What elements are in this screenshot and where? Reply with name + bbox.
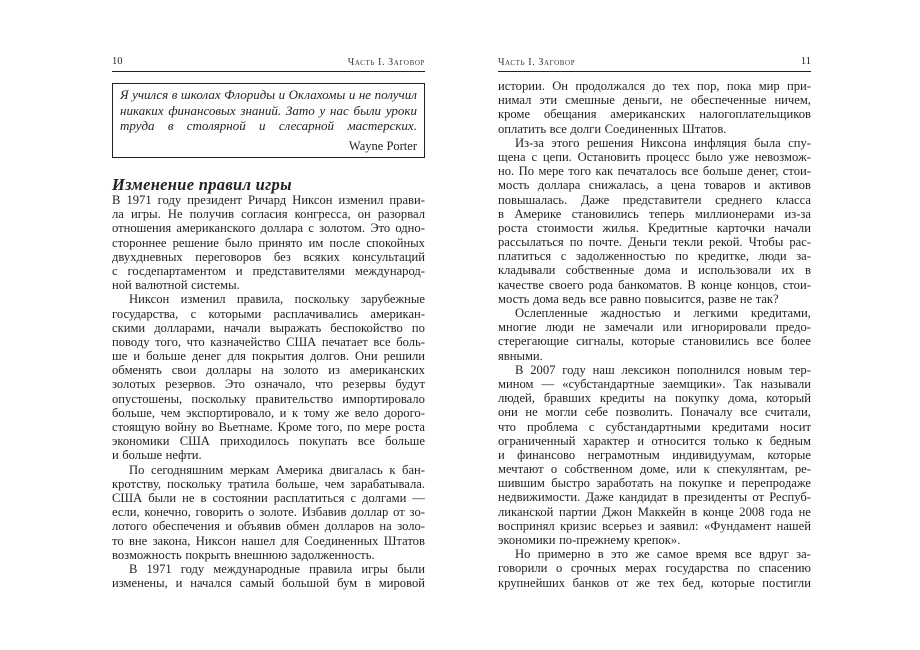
text-line: если, конечно, говорить о золоте. Избавив доллар от зо- [112,505,425,520]
text-line: говорили о срочных мерах государства по спасению [498,561,811,576]
text-line: мином — «субстандартные заемщики». Так называли [498,376,811,391]
text-line: США были не в состоянии расплатиться с долгами — [112,490,425,505]
text-line: что проблема с субстандартными кредитами носит [498,419,811,434]
text-line: ла игры. Не получив согласия конгресса, он разорвал [112,207,425,222]
body-text [112,193,425,590]
page-number: 10 [112,56,123,67]
text-line: государства, с которыми расплачивались американ- [112,306,425,321]
text-line: рассылаться по почте. Деньги текли рекой. Чтобы рас- [498,235,811,250]
text-line: В 1971 году международные правила игры были [129,561,425,576]
text-line: лотого обеспечения и объявив обмен долларов на золо- [112,519,425,534]
text-line: в Америке становились теперь миллионерами из-за [498,206,811,221]
running-header [498,55,811,72]
section-heading: Изменение правил игры [112,175,292,194]
text-line: ограниченный характер и относится только к бедным [498,433,811,448]
text-line: оплатить все долги Соединенных Штатов. [498,121,727,136]
text-line: Никсон изменил правила, поскольку зарубежные [129,292,425,307]
text-line: воспринял кризис всерьез и заявил: «Фундамент нашей [498,518,811,533]
text-line: недвижимости. Даже кандидат в президенты от Респуб- [498,490,811,505]
text-line: они не могли себе позволить. Поначалу все считали, [498,405,811,420]
text-line: качестве своего рода банкоматов. В конце концов, стои- [498,277,811,292]
text-line: крупнейших банков от же тех бед, которые постигли [498,575,811,590]
epigraph-line: Я учился в школах Флориды и Оклахомы и не получил [120,87,417,102]
paragraph [498,136,811,306]
body-text [498,79,811,590]
page-number: 11 [800,56,811,67]
text-line: стерегающие сигналы, которые становились все более [498,334,811,349]
text-line: мость доллара снижалась, а цена товаров и активов [498,178,811,193]
text-line: мость дома ведь все равно повысится, разве не так? [498,291,779,306]
paragraph [498,547,811,590]
text-line: Ослепленные жадностью и легкими кредитами, [515,306,811,320]
text-line: многие люди не замечали или игнорировали предо- [498,320,811,335]
text-line: щена с цепи. Остановить процесс было уже невозмож- [498,149,811,164]
text-line: с госдепартаментом и представителями международ- [112,263,425,278]
text-line: опустошены, поскольку правительство импортировало [112,391,425,406]
text-line: изменены, и начался самый большой бум в мировой [112,576,425,591]
text-line: кладывали собственные дома и использовали их в [498,263,811,278]
text-line: двухдневных переговоров без всяких консультаций [112,249,425,264]
text-line: и финансово неграмотным индивидуумам, которые [498,447,811,462]
text-line: платиться с задолженностью по кредитке, люди за- [498,249,811,264]
text-line: поводу того, что казначейство США печатает все боль- [112,334,425,349]
text-line: явными. [498,348,543,363]
text-line: истории. Он продолжался до тех пор, пока мир при- [498,79,811,93]
text-line: ше и больше денег для покрытия долгов. Они решили [112,349,425,364]
text-line: обменять свои доллары на золото из американских [112,363,425,378]
paragraph [112,292,425,462]
text-line: повышалась. Даже представители среднего класса [498,192,811,207]
text-line: золотых резервов. Это означало, что резервы будут [112,377,425,392]
text-line: кроме обещания американских налогоплательщиков [498,107,811,122]
text-line: стороннее решение было принято им после спокойных [112,235,425,250]
text-line: экономики США приходилось покупать все больше [112,434,425,449]
text-line: мечтают о собственном доме, или к спекулянтам, ре- [498,462,811,477]
text-line: экономики по-прежнему крепок». [498,533,681,547]
text-line: больше, чем экспортировало, и к тому же вело дорого- [112,405,425,420]
text-line: нимал эти смешные деньги, не обеспеченные ничем, [498,93,811,108]
paragraph [498,363,811,547]
text-line: кротству, поскольку тратила больше, чем зарабатывала. [112,476,425,491]
text-line: В 2007 году наш лексикон пополнился новым тер- [515,362,811,377]
paragraph [498,306,811,363]
text-line: но. По мере того как печаталось все больше денег, стои- [498,164,811,179]
text-line: роста стоимости жилья. Кредитные карточки начали [498,220,811,235]
text-line: Но примерно в это же самое время все вдруг за- [515,547,811,562]
text-line: возможность покрыть внешнюю задолженность. [112,547,375,562]
text-line: скими долларами, начали выражать беспокойство по [112,320,425,335]
text-line: Из-за этого решения Никсона инфляция была спу- [515,135,811,150]
text-line: и больше нефти. [112,448,202,463]
paragraph [112,562,425,590]
epigraph-line: труда в столярной и слесарной мастерских. [120,118,417,133]
running-header [112,55,425,72]
text-line: шившим быстро заработать на покупке и перепродаже [498,476,811,491]
paragraph [498,79,811,136]
text-line: ной валютной системы. [112,278,240,293]
epigraph-box [112,83,425,158]
text-line: стоящую войну во Вьетнаме. Кроме того, по мере роста [112,420,425,434]
text-line: то вне закона, Никсон нашел для Соединенных Штатов [112,533,425,548]
running-head-title: Часть I. Заговор [498,57,576,68]
running-head-title: Часть I. Заговор [347,57,425,68]
text-line: По сегодняшним меркам Америка двигалась к бан- [129,462,425,477]
text-line: людей, бравших кредиты на покупку дома, который [498,391,811,406]
text-line: ликанской партии Джон Маккейн в конце 2008 года не [498,504,811,519]
paragraph [112,193,425,292]
epigraph-author: Wayne Porter [348,138,417,153]
text-line: В 1971 году президент Ричард Никсон изменил прави- [112,193,425,207]
paragraph [112,463,425,562]
epigraph-line: никаких финансовых знаний. Зато у нас были уроки [120,102,417,118]
text-line: отношения американского доллара с золотом. Это одно- [112,221,425,236]
